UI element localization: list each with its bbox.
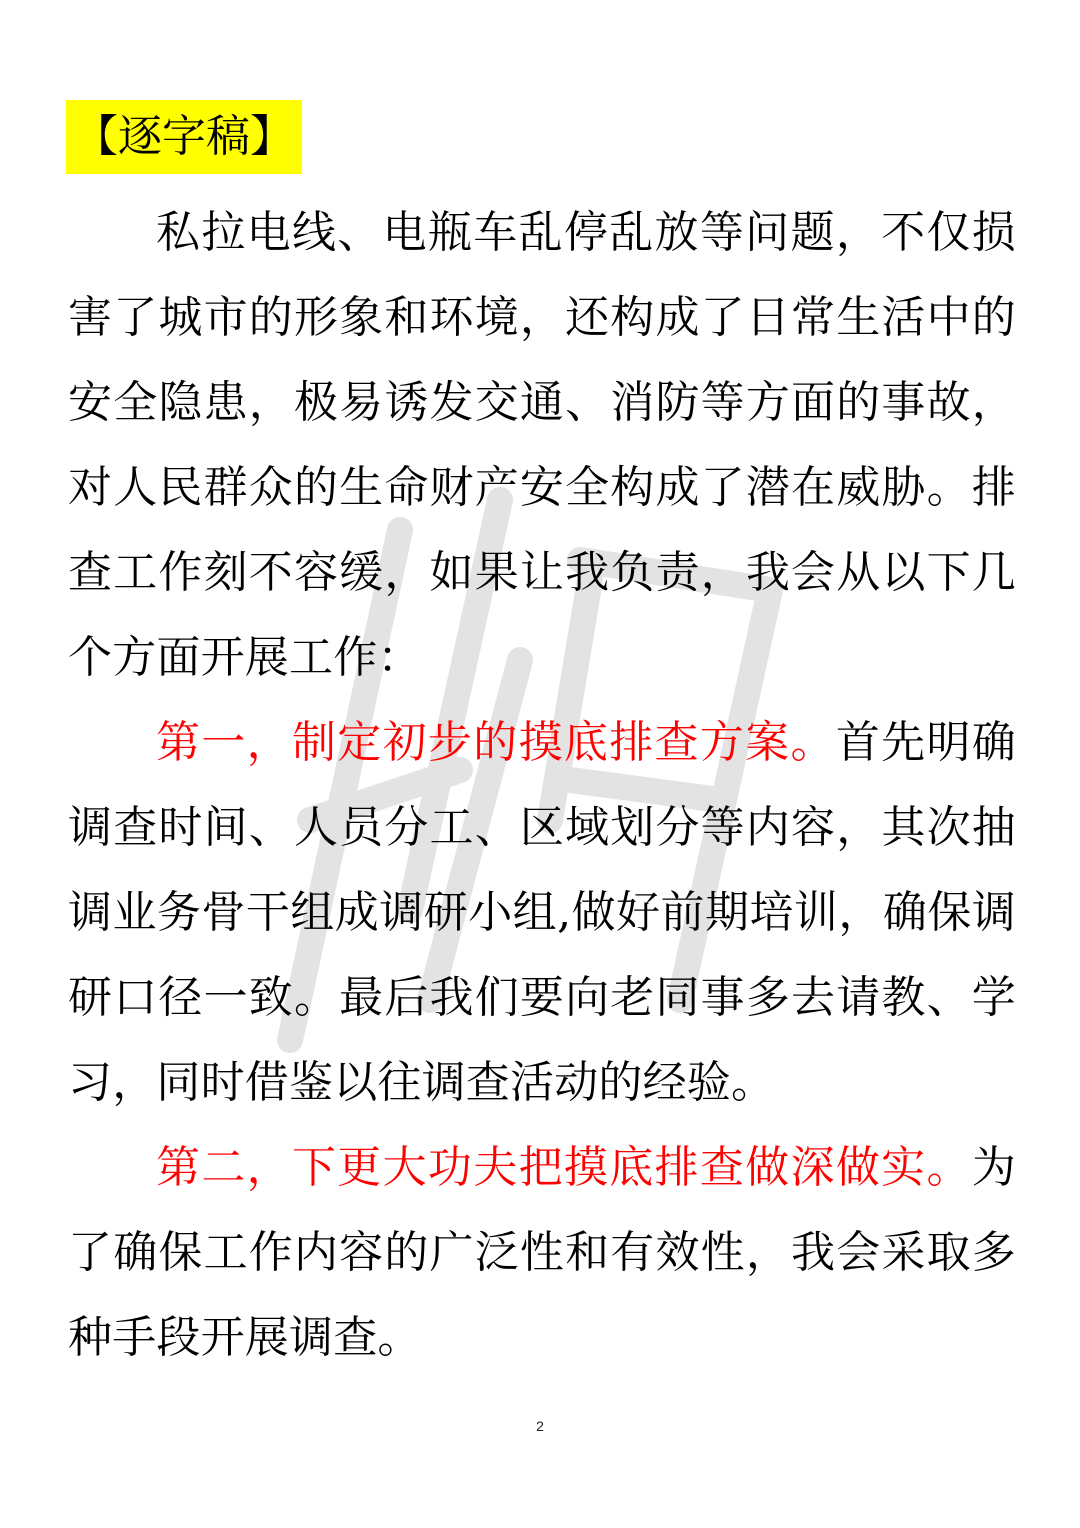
first-point-body: 首先明确调查时间、人员分工、区域划分等内容，其次抽调业务骨干组成调研小组,做好前期培训，确保调研口径一致。最后我们要向老同事多去请教、学习，同时借鉴以往调查活动的经验。 [68,717,1016,1108]
document-body [68,190,1016,1380]
second-point-heading: 第二，下更大功夫把摸底排查做深做实。 [156,1142,972,1193]
page-number: 2 [536,1418,544,1434]
transcript-tag-label: 【逐字稿】 [74,111,294,162]
first-point-heading: 第一，制定初步的摸底排查方案。 [156,717,836,768]
paragraph-intro: 私拉电线、电瓶车乱停乱放等问题，不仅损害了城市的形象和环境，还构成了日常生活中的安全隐患，极易诱发交通、消防等方面的事故，对人民群众的生命财产安全构成了潜在威胁。排查工作刻不容缓，如果让我负责，我会从以下几个方面开展工作： [68,207,1016,683]
paragraph-first-point [68,700,1016,1125]
transcript-tag [66,100,302,174]
second-point-body: 为了确保工作内容的广泛性和有效性，我会采取多种手段开展调查。 [68,1142,1016,1363]
paragraph-second-point [68,1125,1016,1380]
